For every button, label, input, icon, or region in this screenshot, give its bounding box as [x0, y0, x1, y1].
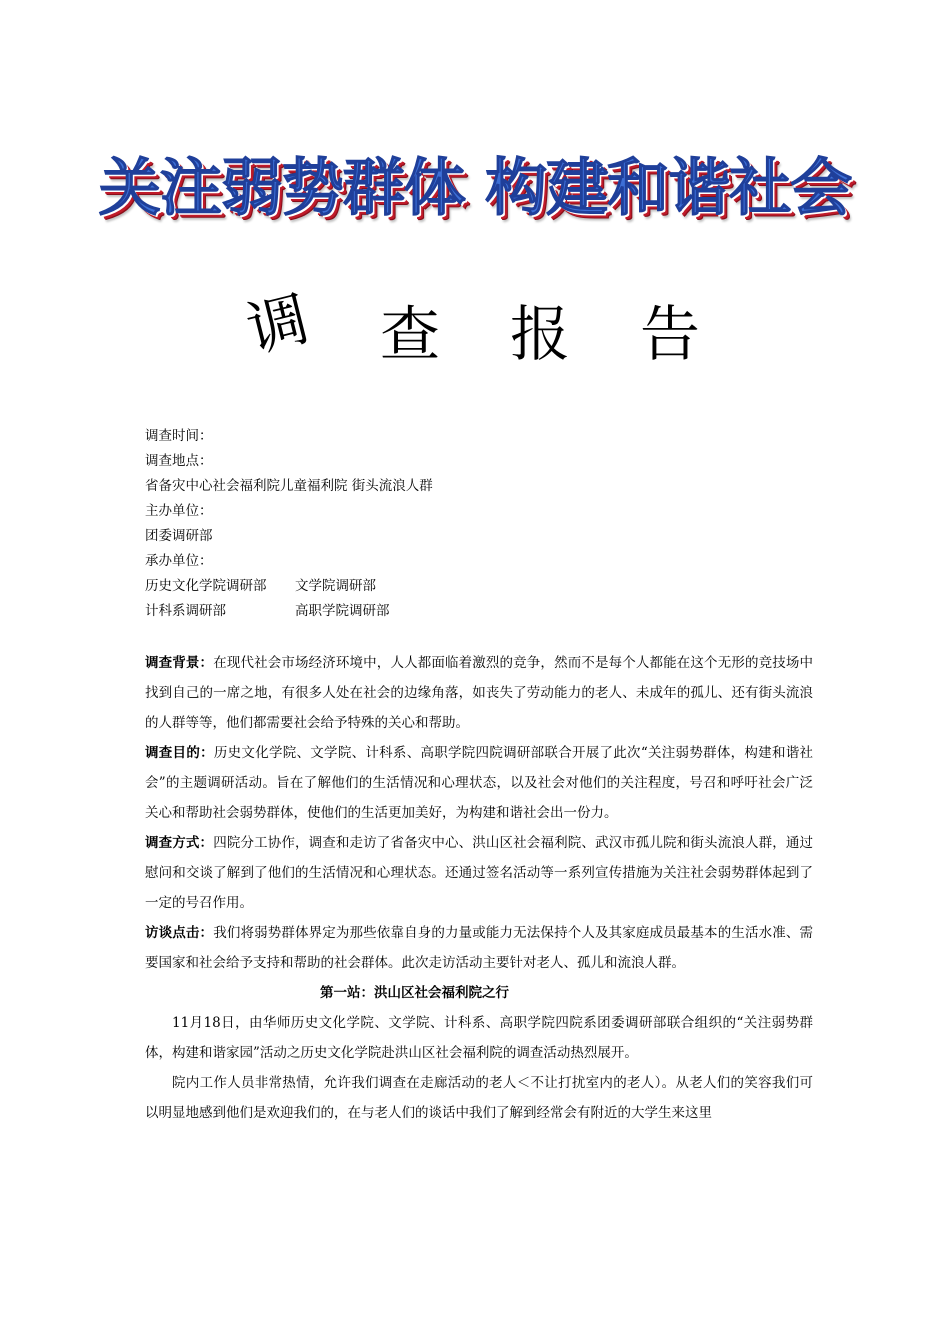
method-lead: 调查方式： [145, 835, 214, 851]
interview-paragraph [145, 918, 813, 978]
purpose-paragraph [145, 738, 813, 828]
co-unit-cs: 计科系调研部 [145, 603, 226, 619]
co-unit-history: 历史文化学院调研部 [145, 578, 267, 594]
background-text: 在现代社会市场经济环境中，人人都面临着激烈的竞争，然而不是每个人都能在这个无形的竞技场中找到自己的一席之地，有很多人处在社会的边缘角落，如丧失了劳动能力的老人、未成年的孤儿、还有街头流浪的人群等等，他们都需要社会给予特殊的关心和帮助。 [145, 655, 814, 731]
subtitle-char-2: 查 [380, 300, 440, 370]
interview-text: 我们将弱势群体界定为那些依靠自身的力量或能力无法保持个人及其家庭成员最基本的生活水准、需要国家和社会给予支持和帮助的社会群体。此次走访活动主要针对老人、孤儿和流浪人群。 [145, 925, 814, 971]
co-unit-label: 承办单位： [145, 553, 213, 569]
report-body [145, 648, 813, 1128]
survey-time-label: 调查时间： [145, 428, 213, 444]
host-unit-label: 主办单位： [145, 503, 213, 519]
survey-place-label: 调查地点： [145, 453, 213, 469]
background-lead: 调查背景： [145, 655, 214, 671]
survey-place-value: 省备灾中心社会福利院儿童福利院 街头流浪人群 [145, 478, 433, 494]
background-paragraph [145, 648, 813, 738]
subtitle-char-1: 调 [240, 283, 316, 367]
document-title-wordart: 关注弱势群体 构建和谐社会 [98, 151, 852, 224]
stop1-heading: 第一站：洪山区社会福利院之行 [320, 985, 509, 1001]
host-unit-value: 团委调研部 [145, 528, 213, 544]
co-unit-vocational: 高职学院调研部 [295, 603, 390, 619]
co-unit-literature: 文学院调研部 [295, 578, 376, 594]
purpose-text: 历史文化学院、文学院、计科系、高职学院四院调研部联合开展了此次“关注弱势群体，构建和谐社会”的主题调研活动。旨在了解他们的生活情况和心理状态，以及社会对他们的关注程度，号召和呼吁社会广泛关心和帮助社会弱势群体，使他们的生活更加美好，为构建和谐社会出一份力。 [145, 745, 814, 821]
interview-lead: 访谈点击： [145, 925, 214, 941]
purpose-lead: 调查目的： [145, 745, 214, 761]
method-paragraph [145, 828, 813, 918]
method-text: 四院分工协作，调查和走访了省备灾中心、洪山区社会福利院、武汉市孤儿院和街头流浪人群，通过慰问和交谈了解到了他们的生活情况和心理状态。还通过签名活动等一系列宣传措施为关注社会弱势群体起到了一定的号召作用。 [145, 835, 814, 911]
subtitle-char-3: 报 [510, 300, 570, 370]
stop1-paragraph-2: 院内工作人员非常热情，允许我们调查在走廊活动的老人＜不让打扰室内的老人）。从老人们的笑容我们可以明显地感到他们是欢迎我们的，在与老人们的谈话中我们了解到经常会有附近的大学生来这里 [145, 1075, 813, 1121]
co-unit-row-1 [145, 574, 433, 599]
survey-info-block [145, 424, 433, 624]
co-unit-row-2 [145, 599, 433, 624]
subtitle-char-4: 告 [640, 300, 700, 370]
stop1-paragraph-1: 11月18日，由华师历史文化学院、文学院、计科系、高职学院四院系团委调研部联合组织的“关注弱势群体，构建和谐家园”活动之历史文化学院赴洪山区社会福利院的调查活动热烈展开。 [145, 1015, 813, 1061]
